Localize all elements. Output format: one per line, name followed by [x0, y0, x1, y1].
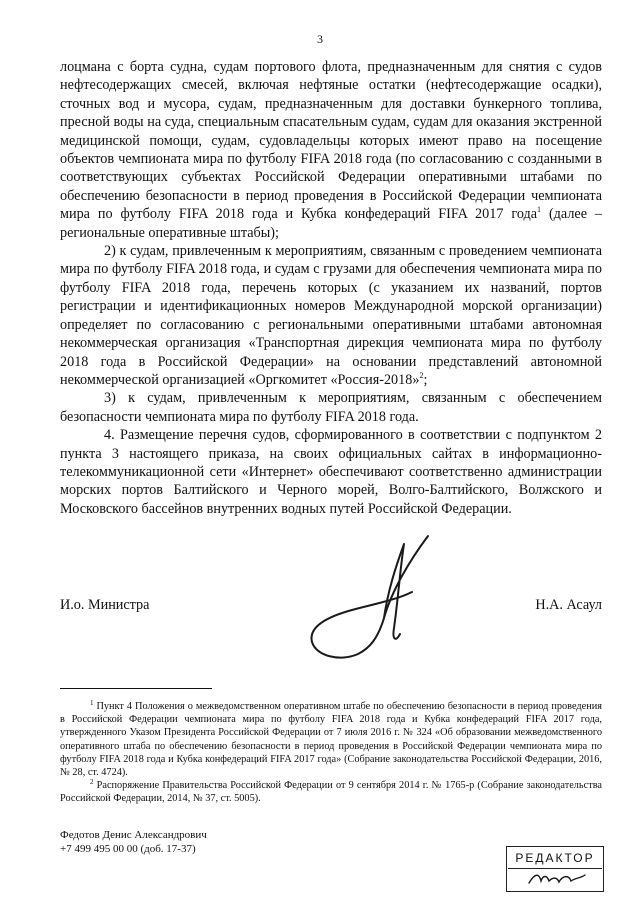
footnote-1: $^1$ Пункт 4 Положения о межведомственном оперативном штабе по обеспечению безопасности в период проведения в Российской Федерации чемпионата мира по футболу FIFA 2018 года и Кубка конфедераций FIFA 2017 года, утвержденного Указом Президента Российской Федерации от 7 июля 2016 г. № 324 «Об образовании межведомственного оперативного штаба по обеспечению безопасности в период проведения в Российской Федерации чемпионата мира по футболу FIFA 2018 года и Кубка конфедераций FIFA 2017 года» (Собрание законодательства Российской Федерации, 2016, № 28, ст. 4724).	[60, 699, 602, 779]
paragraph-3: 3) к судам, привлеченным к мероприятиям, связанным с обеспечением безопасности чемпионата мира по футболу FIFA 2018 года.	[60, 390, 602, 425]
footnotes	[60, 700, 602, 806]
footnote-ref-1: 1	[537, 205, 542, 215]
stamp-label: РЕДАКТОР	[508, 848, 602, 869]
executor-name: Федотов Денис Александрович	[60, 829, 207, 841]
footnote-ref-2: 2	[419, 370, 424, 380]
footnote-divider	[60, 688, 212, 689]
document-body	[60, 58, 602, 518]
executor-contact	[60, 828, 207, 856]
page-number: 3	[317, 32, 323, 46]
executor-phone: +7 499 495 00 00 (доб. 17-37)	[60, 843, 196, 855]
footnote-2: $^2$ Распоряжение Правительства Российской Федерации от 9 сентября 2014 г. № 1765-р (Собрание законодательства Российской Федерации, 2014, № 37, ст. 5005).	[60, 778, 602, 805]
paragraph-4: 4. Размещение перечня судов, сформированного в соответствии с подпунктом 2 пункта 3 настоящего приказа, на своих официальных сайтах в информационно-телекоммуникационной сети «Интернет» обеспечивают соответственно администрации морских портов Балтийского и Черного морей, Волго-Балтийского, Волжского и Московского бассейнов внутренних водных путей Российской Федерации.	[60, 427, 602, 517]
handwritten-signature	[300, 530, 450, 660]
stamp-initials-signature	[527, 869, 587, 887]
signatory-name: Н.А. Асаул	[535, 597, 602, 613]
editor-stamp	[506, 846, 604, 892]
paragraph-1: лоцмана с борта судна, судам портового флота, предназначенным для снятия с судов нефтесодержащих смесей, включая нефтяные остатки (нефтесодержащие осадки), сточных вод и мусора, судам, предназначенным для доставки бункерного топлива, пресной воды на суда, специальным спасательным судам, судам для оказания экстренной медицинской помощи, судам, судовладельцы которых имеют право на посещение объектов чемпионата мира по футболу FIFA 2018 года (по согласованию с созданными в соответствующих субъектах Российской Федерации оперативными штабами по обеспечению безопасности в период проведения в Российской Федерации чемпионата мира по футболу FIFA 2018 года и Кубка конфедераций FIFA 2017 года$^1$ (далее – региональные оперативные штабы);	[60, 59, 603, 241]
paragraph-2: 2) к судам, привлеченным к мероприятиям, связанным с проведением чемпионата мира по футболу FIFA 2018 года, и судам с грузами для обеспечения чемпионата мира по футболу FIFA 2018 года, перечень которых (с указанием их названий, портов регистрации и идентификационных номеров Международной морской организации) определяет по согласованию с региональными оперативными штабами автономная некоммерческая организация «Транспортная дирекция чемпионата мира по футболу 2018 года в Российской Федерации» на основании представлений автономной некоммерческой организацией «Оргкомитет «Россия-2018»$^2$;	[60, 243, 602, 388]
signatory-title: И.о. Министра	[60, 597, 150, 613]
